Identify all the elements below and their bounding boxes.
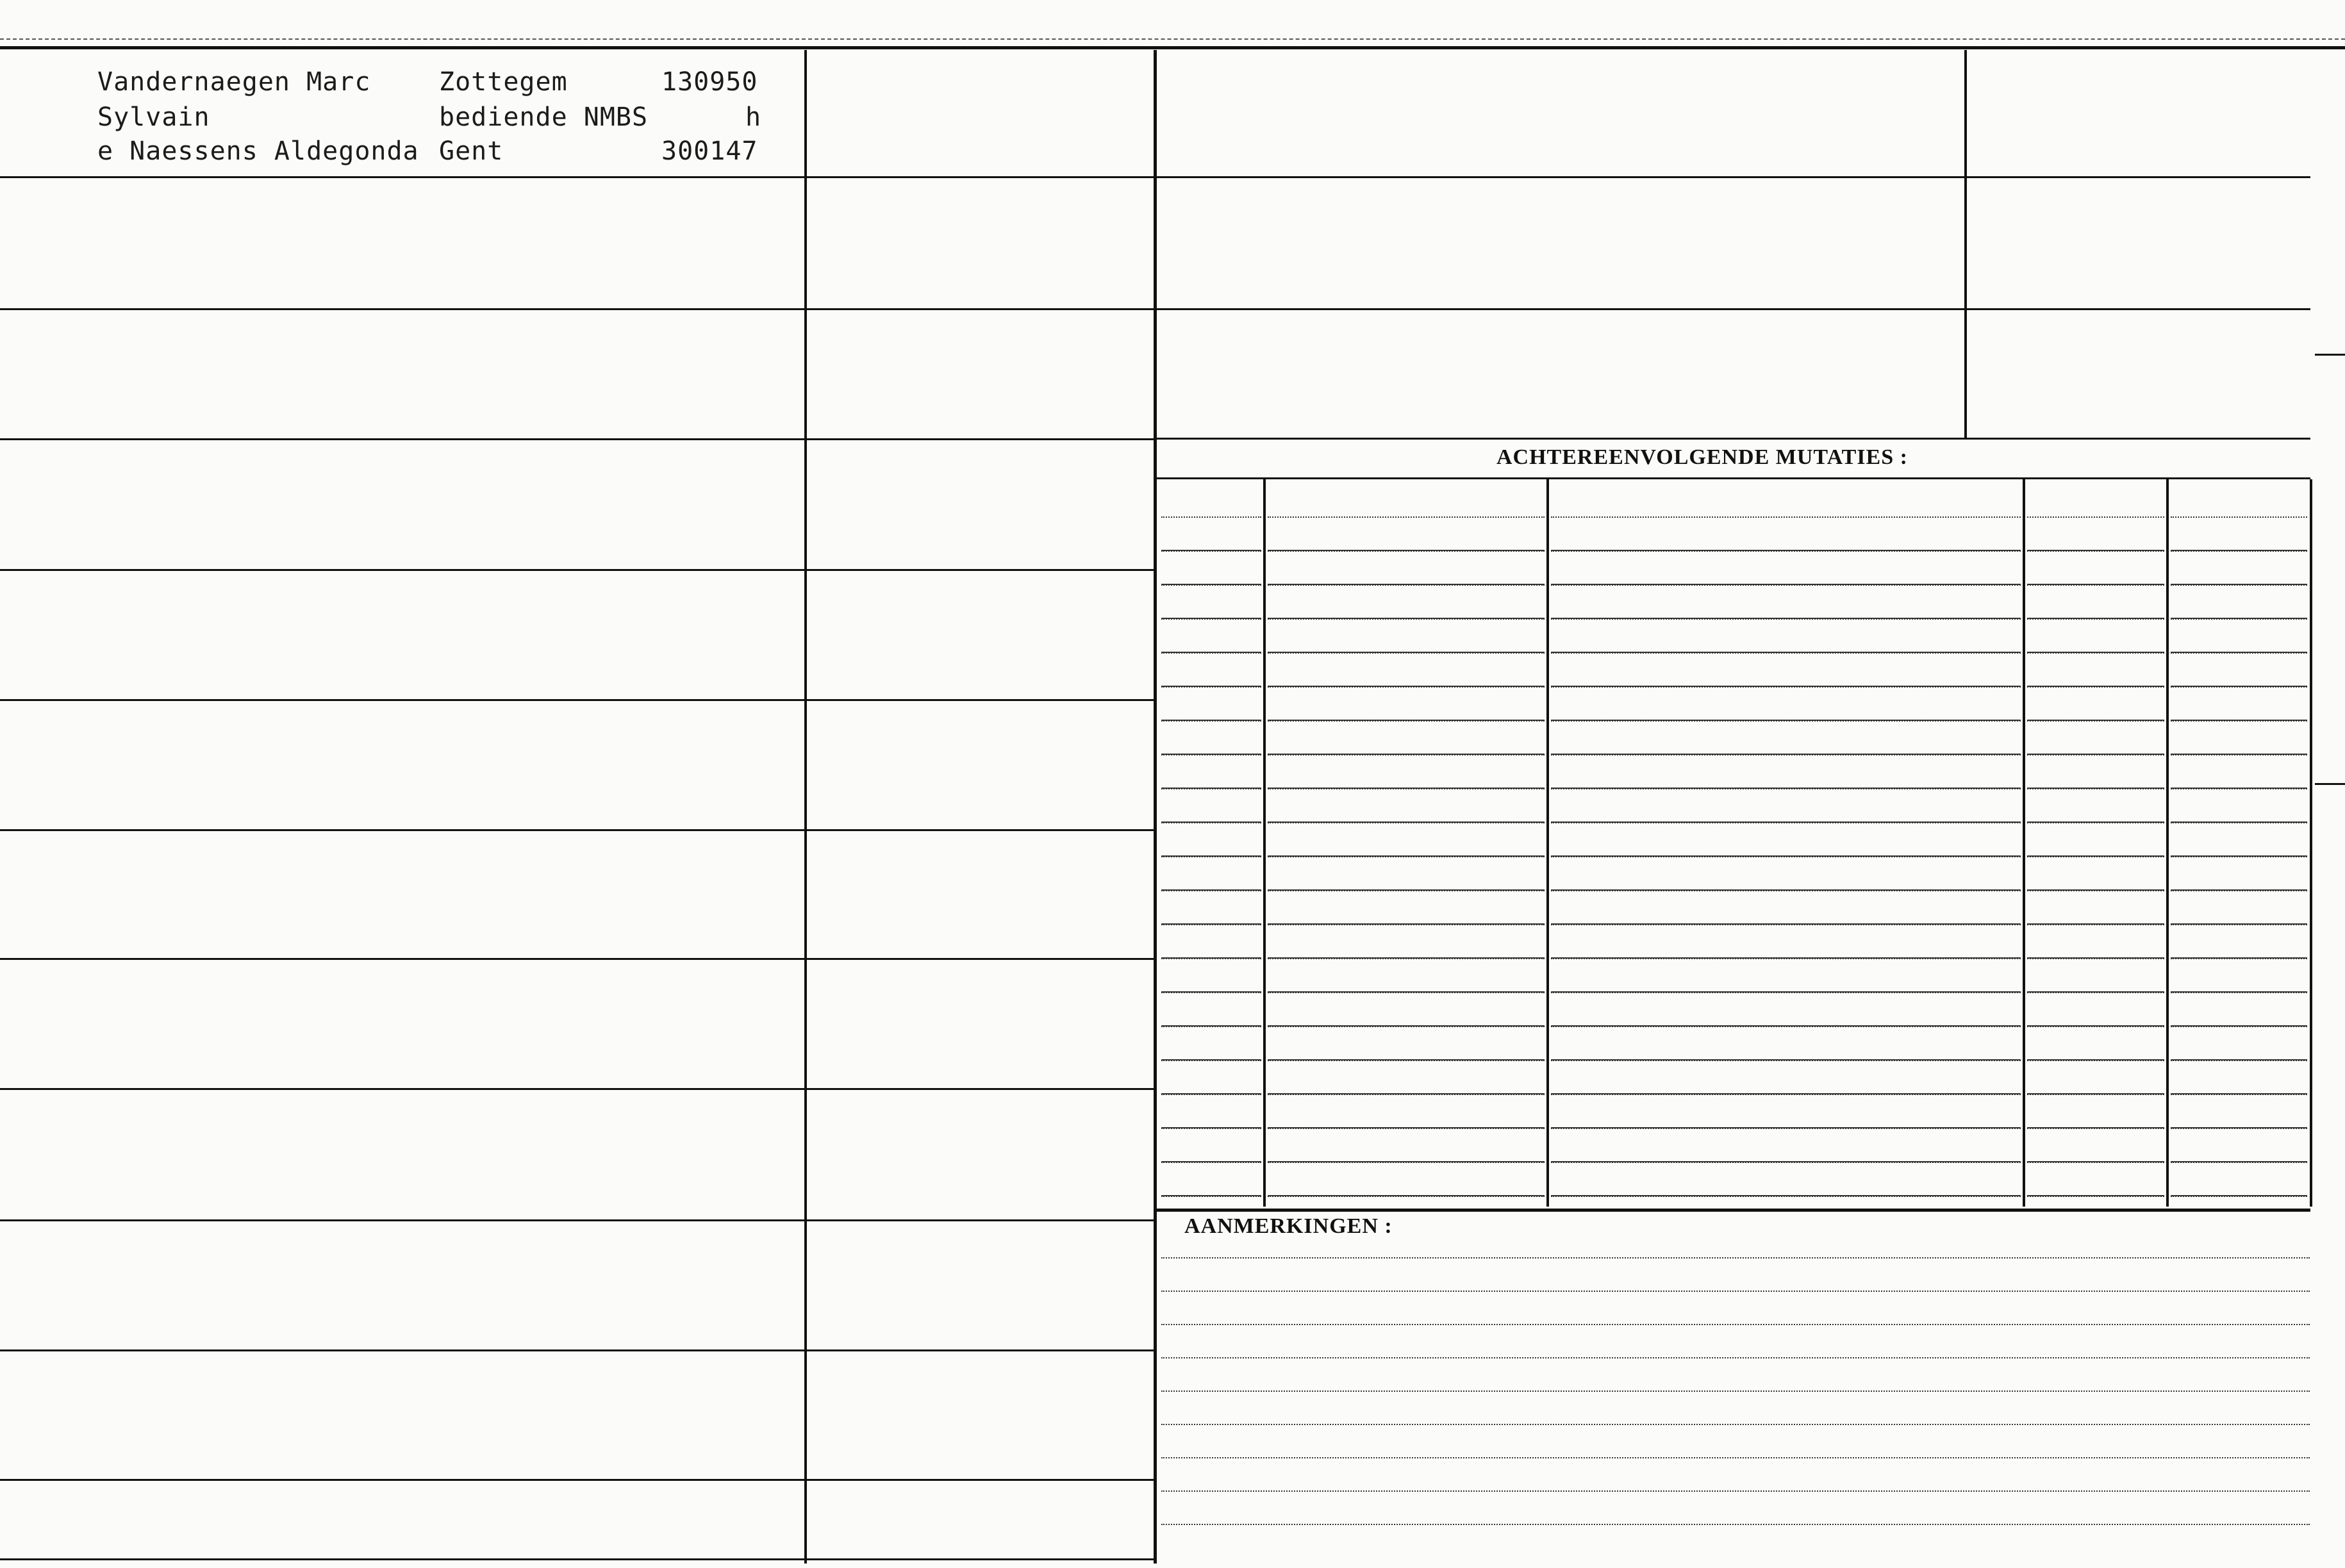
mutation-row-line (1268, 1161, 1545, 1162)
mutation-row-line (1268, 1093, 1545, 1094)
mutation-row-line (2027, 1195, 2164, 1196)
remark-rule (1161, 1257, 2310, 1259)
mutation-row-line (2027, 652, 2164, 653)
mutations-heading: ACHTEREENVOLGENDE MUTATIES : (1496, 445, 1908, 469)
center-divider (1154, 50, 1157, 1564)
left-row-line (0, 1479, 1154, 1481)
mutation-row-line (1551, 991, 2021, 993)
mutation-row-line (1268, 889, 1545, 891)
entry-line2-name: Sylvain (97, 103, 210, 132)
mutation-row-line (1161, 1093, 1261, 1094)
mutation-row-line (1551, 754, 2021, 755)
mutation-row-line (2171, 1025, 2307, 1027)
mutation-row-line (1551, 1025, 2021, 1027)
mutation-row-line (1268, 788, 1545, 789)
mutation-row-line (1161, 957, 1261, 959)
mutations-right-edge (2310, 479, 2312, 1207)
mutation-row-line (2027, 855, 2164, 857)
mutation-row-line (1268, 923, 1545, 925)
entry-line1-number: 130950 (661, 67, 758, 97)
mutation-row-line (2171, 1059, 2307, 1060)
mutation-row-line (2171, 720, 2307, 721)
left-row-line (0, 829, 1154, 831)
mutation-rule (1161, 516, 1261, 518)
mutation-row-line (2027, 1127, 2164, 1128)
mutation-row-line (1551, 889, 2021, 891)
mutation-row-line (2171, 889, 2307, 891)
mutation-row-line (1551, 1161, 2021, 1162)
remark-rule (1161, 1490, 2310, 1492)
mutation-row-line (2171, 584, 2307, 585)
mutations-col-divider (1546, 479, 1549, 1207)
mutation-row-line (1268, 1025, 1545, 1027)
mutation-row-line (1161, 720, 1261, 721)
mutation-row-line (1268, 652, 1545, 653)
mutation-row-line (1268, 821, 1545, 823)
mutation-row-line (2171, 652, 2307, 653)
mutation-row-line (1161, 686, 1261, 687)
mutation-row-line (1161, 1195, 1261, 1196)
mutation-row-line (2027, 889, 2164, 891)
mutation-row-line (2171, 991, 2307, 993)
mutation-row-line (1551, 550, 2021, 551)
entry-line2-code: h (745, 103, 762, 132)
left-table-divider (804, 50, 807, 1564)
mutation-row-line (1551, 1127, 2021, 1128)
mutation-row-line (2027, 618, 2164, 619)
mutations-bottom-line (1157, 1209, 2310, 1212)
mutation-row-line (1268, 991, 1545, 993)
mutation-row-line (2171, 1195, 2307, 1196)
mutation-row-line (2027, 1093, 2164, 1094)
mutation-row-line (1551, 618, 2021, 619)
left-row-line (0, 958, 1154, 960)
mutation-row-line (1268, 957, 1545, 959)
left-row-line (0, 699, 1154, 701)
remark-rule (1161, 1324, 2310, 1325)
entry-line3-number: 300147 (661, 136, 758, 166)
mutation-rule (1551, 516, 2021, 518)
right-upper-row-line (1157, 308, 2310, 310)
mutation-row-line (1161, 1059, 1261, 1060)
entry-line1-place: Zottegem (439, 67, 568, 97)
mutation-row-line (1161, 991, 1261, 993)
left-row-line (0, 569, 1154, 571)
mutation-row-line (2171, 1127, 2307, 1128)
remarks-heading: AANMERKINGEN : (1184, 1214, 1393, 1238)
left-row-line (0, 1349, 1154, 1351)
entry-line2-occupation: bediende NMBS (439, 103, 649, 132)
mutation-row-line (2027, 1161, 2164, 1162)
remark-rule (1161, 1457, 2310, 1458)
entry-line3-name: e Naessens Aldegonda (97, 136, 419, 166)
mutation-row-line (2027, 754, 2164, 755)
mutation-row-line (1551, 1093, 2021, 1094)
mutation-row-line (1161, 855, 1261, 857)
margin-tick (2315, 354, 2345, 356)
mutation-row-line (1161, 821, 1261, 823)
mutation-row-line (1268, 584, 1545, 585)
mutation-row-line (1551, 1059, 2021, 1060)
mutation-rule (2171, 516, 2307, 518)
mutation-row-line (2027, 923, 2164, 925)
mutation-row-line (1161, 584, 1261, 585)
mutation-rule (2027, 516, 2164, 518)
mutation-row-line (1268, 720, 1545, 721)
mutation-row-line (2027, 584, 2164, 585)
mutation-row-line (2171, 686, 2307, 687)
right-upper-divider (1964, 50, 1967, 438)
mutation-row-line (2027, 1059, 2164, 1060)
mutation-row-line (1551, 1195, 2021, 1196)
mutation-row-line (2027, 788, 2164, 789)
mutation-row-line (1268, 550, 1545, 551)
remark-rule (1161, 1357, 2310, 1358)
mutation-row-line (1161, 923, 1261, 925)
mutation-row-line (1551, 720, 2021, 721)
mutations-col-divider (2023, 479, 2025, 1207)
remark-rule (1161, 1524, 2310, 1525)
mutation-row-line (2171, 550, 2307, 551)
left-bottom-line (0, 1558, 1154, 1560)
mutation-row-line (2171, 821, 2307, 823)
mutation-row-line (2027, 720, 2164, 721)
mutation-rule (1268, 516, 1545, 518)
mutation-row-line (1161, 618, 1261, 619)
entry-line3-place: Gent (439, 136, 504, 166)
mutation-row-line (1268, 754, 1545, 755)
mutation-row-line (2027, 1025, 2164, 1027)
mutation-row-line (2027, 550, 2164, 551)
mutation-row-line (2027, 821, 2164, 823)
left-row-line (0, 1088, 1154, 1090)
mutation-row-line (1161, 889, 1261, 891)
mutation-row-line (1161, 1127, 1261, 1128)
mutation-row-line (1268, 1059, 1545, 1060)
mutations-col-divider (2166, 479, 2169, 1207)
mutation-row-line (1551, 652, 2021, 653)
mutation-row-line (1551, 788, 2021, 789)
mutation-row-line (1551, 923, 2021, 925)
mutation-row-line (2171, 1093, 2307, 1094)
top-edge-dots (0, 38, 2345, 40)
mutation-row-line (1161, 788, 1261, 789)
mutation-row-line (2171, 855, 2307, 857)
left-row-line (0, 438, 1154, 440)
mutations-col-divider (1263, 479, 1266, 1207)
mutation-row-line (2171, 923, 2307, 925)
mutation-row-line (2027, 686, 2164, 687)
remark-rule (1161, 1291, 2310, 1292)
entry-line1-name: Vandernaegen Marc (97, 67, 371, 97)
mutation-row-line (1551, 855, 2021, 857)
top-border (0, 46, 2345, 49)
mutation-row-line (2171, 957, 2307, 959)
mutation-row-line (1551, 584, 2021, 585)
left-row-line (0, 308, 1154, 310)
mutation-row-line (1268, 1195, 1545, 1196)
margin-tick (2315, 783, 2345, 785)
left-row-line (0, 1219, 1154, 1221)
mutation-row-line (2171, 754, 2307, 755)
mutation-row-line (1161, 550, 1261, 551)
mutation-row-line (2171, 788, 2307, 789)
mutation-row-line (1161, 1025, 1261, 1027)
mutation-row-line (1161, 1161, 1261, 1162)
mutation-row-line (2027, 957, 2164, 959)
mutation-row-line (2027, 991, 2164, 993)
right-upper-bottom-line (1157, 438, 2310, 440)
mutation-row-line (1268, 855, 1545, 857)
mutation-row-line (1551, 686, 2021, 687)
remark-rule (1161, 1424, 2310, 1425)
mutation-row-line (1551, 821, 2021, 823)
mutation-row-line (1551, 957, 2021, 959)
remark-rule (1161, 1391, 2310, 1392)
mutation-row-line (1161, 754, 1261, 755)
mutation-row-line (2171, 1161, 2307, 1162)
mutations-header-line (1157, 477, 2310, 479)
left-row-line (0, 176, 1154, 178)
mutation-row-line (1161, 652, 1261, 653)
right-upper-row-line (1157, 176, 2310, 178)
mutation-row-line (1268, 1127, 1545, 1128)
mutation-row-line (1268, 618, 1545, 619)
mutation-row-line (1268, 686, 1545, 687)
mutation-row-line (2171, 618, 2307, 619)
